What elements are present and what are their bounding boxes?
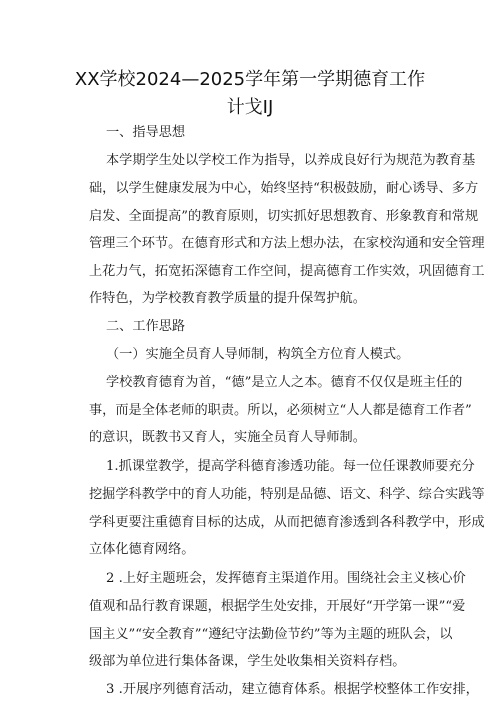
paragraph-line: 值观和品行教育课题，根据学生处安排，开展好“开学第一课”“爱	[89, 599, 466, 614]
section-heading-work-approach: 二、工作思路	[106, 319, 186, 334]
paragraph-line: 级部为单位进行集体备课，学生处收集相关资料存档。	[89, 654, 406, 669]
paragraph-line: 3 .开展序列德育活动，建立德育体系。根据学校整体工作安排，	[106, 682, 479, 697]
document-title-line-2: 计戈IJ	[226, 97, 274, 118]
section-heading-guiding-ideology: 一、指导思想	[106, 125, 186, 140]
paragraph-line: 国主义”“安全教育”“遵纪守法勤俭节约”等为主题的班队会，以	[89, 627, 453, 642]
paragraph-line: 2 .上好主题班会，发挥德育主渠道作用。围绕社会主义核心价	[106, 571, 466, 586]
paragraph-line: 本学期学生处以学校工作为指导，以养成良好行为规范为教育基	[106, 153, 476, 168]
paragraph-line: 1.抓课堂教学，提高学科德育渗透功能。每一位任课教师要充分	[106, 459, 475, 474]
paragraph-line: 挖掘学科教学中的育人功能，特别是品德、语文、科学、综合实践等	[89, 487, 485, 502]
paragraph-line: 立体化德育网络。	[89, 542, 195, 557]
document-title-line-1: XX学校2024—2025学年第一学期德育工作	[74, 69, 426, 90]
paragraph-line: 学校教育德育为首，“德”是立人之本。德育不仅仅是班主任的	[106, 375, 463, 390]
paragraph-line: 作特色，为学校教育教学质量的提升保驾护航。	[89, 291, 366, 306]
paragraph-line: 础，以学生健康发展为中心，始终坚持“积极鼓励，耐心诱导、多方	[89, 181, 479, 196]
paragraph-line: 的意识，既教书又育人，实施全员育人导师制。	[89, 430, 366, 445]
subsection-heading: （一）实施全员育人导师制，构筑全方位育人模式。	[106, 347, 410, 362]
paragraph-line: 上花力气，拓宽拓深德育工作空间，提高德育工作实效，巩固德育工	[89, 264, 485, 279]
paragraph-line: 管理三个环节。在德育形式和方法上想办法，在家校沟通和安全管理	[89, 236, 485, 251]
paragraph-line: 启发、全面提高”的教育原则，切实抓好思想教育、形象教育和常规	[89, 209, 479, 224]
paragraph-line: 学科更要注重德育目标的达成，从而把德育渗透到各科教学中，形成	[89, 515, 485, 530]
paragraph-line: 事，而是全体老师的职责。所以，必须树立“人人都是德育工作者”	[89, 403, 472, 418]
